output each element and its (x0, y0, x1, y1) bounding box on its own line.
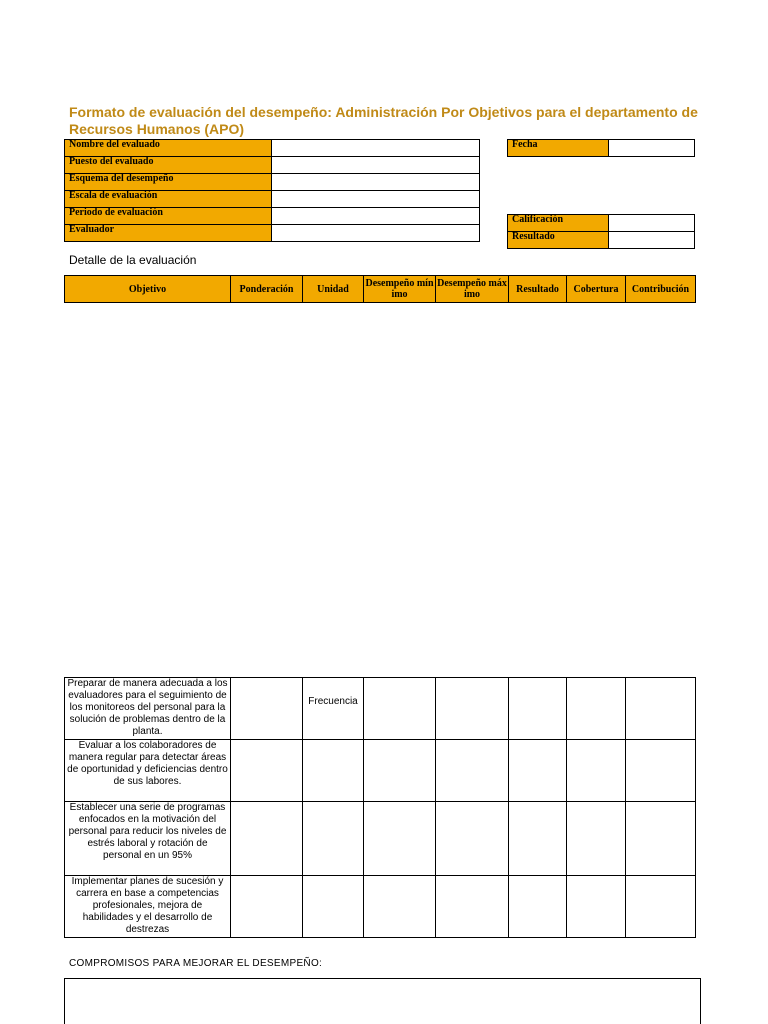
info-label: Fecha (508, 140, 609, 157)
table-row (65, 802, 696, 876)
resultado-field[interactable] (609, 232, 695, 249)
info-label: Periodo de evaluación (65, 208, 272, 225)
score-table (507, 214, 695, 249)
unidad-cell[interactable] (303, 740, 364, 802)
resultado-cell[interactable] (509, 678, 567, 740)
column-header: Desempeño mínimo (364, 276, 436, 303)
calificacion-field[interactable] (609, 215, 695, 232)
contribucion-cell[interactable] (626, 802, 696, 876)
info-label: Puesto del evaluado (65, 157, 272, 174)
objective-cell: Preparar de manera adecuada a los evaluadores para el seguimiento de los monitoreos del personal para la solución de problemas dentro de la planta. (65, 678, 231, 740)
info-row (65, 140, 480, 157)
desempeno-minimo-cell[interactable] (364, 740, 436, 802)
column-header: Resultado (509, 276, 567, 303)
unidad-cell[interactable] (303, 802, 364, 876)
table-row (65, 678, 696, 740)
cobertura-cell[interactable] (567, 876, 626, 938)
desempeno-minimo-cell[interactable] (364, 876, 436, 938)
ponderacion-cell[interactable] (231, 678, 303, 740)
desempeno-maximo-cell[interactable] (436, 678, 509, 740)
column-header: Contribución (626, 276, 696, 303)
info-row (65, 208, 480, 225)
desempeno-minimo-cell[interactable] (364, 802, 436, 876)
info-label: Resultado (508, 232, 609, 249)
table-row (65, 740, 696, 802)
evaluee-info-table (64, 139, 480, 242)
desempeno-maximo-cell[interactable] (436, 802, 509, 876)
column-header: Desempeño máximo (436, 276, 509, 303)
info-row (65, 174, 480, 191)
info-label: Evaluador (65, 225, 272, 242)
contribucion-cell[interactable] (626, 678, 696, 740)
column-header: Cobertura (567, 276, 626, 303)
contribucion-cell[interactable] (626, 876, 696, 938)
info-row (508, 232, 695, 249)
periodo-evaluacion-field[interactable] (271, 208, 479, 225)
info-row (508, 140, 695, 157)
objective-cell: Implementar planes de sucesión y carrera en base a competencias profesionales, mejora de habilidades y el desarrollo de destrezas (65, 876, 231, 938)
desempeno-maximo-cell[interactable] (436, 740, 509, 802)
ponderacion-cell[interactable] (231, 876, 303, 938)
column-header: Ponderación (231, 276, 303, 303)
column-header: Unidad (303, 276, 364, 303)
info-label: Escala de evaluación (65, 191, 272, 208)
resultado-cell[interactable] (509, 876, 567, 938)
desempeno-minimo-cell[interactable] (364, 678, 436, 740)
esquema-desempeno-field[interactable] (271, 174, 479, 191)
cobertura-cell[interactable] (567, 802, 626, 876)
info-row (65, 157, 480, 174)
info-label: Nombre del evaluado (65, 140, 272, 157)
info-row (65, 225, 480, 242)
puesto-evaluado-field[interactable] (271, 157, 479, 174)
ponderacion-cell[interactable] (231, 740, 303, 802)
objectives-table (64, 677, 696, 938)
objective-cell: Establecer una serie de programas enfocados en la motivación del personal para reducir los niveles de estrés laboral y rotación de personal en un 95% (65, 802, 231, 876)
commitments-heading: COMPROMISOS PARA MEJORAR EL DESEMPEÑO: (69, 958, 323, 969)
escala-evaluacion-field[interactable] (271, 191, 479, 208)
table-row (65, 876, 696, 938)
cobertura-cell[interactable] (567, 740, 626, 802)
unidad-cell[interactable] (303, 876, 364, 938)
info-row (508, 215, 695, 232)
header-row (65, 276, 696, 303)
evaluation-header-table (64, 275, 696, 303)
info-label: Calificación (508, 215, 609, 232)
date-table (507, 139, 695, 157)
fecha-field[interactable] (609, 140, 695, 157)
info-row (65, 191, 480, 208)
evaluador-field[interactable] (271, 225, 479, 242)
objective-cell: Evaluar a los colaboradores de manera regular para detectar áreas de oportunidad y deficiencias dentro de sus labores. (65, 740, 231, 802)
detail-heading: Detalle de la evaluación (69, 253, 197, 267)
resultado-cell[interactable] (509, 740, 567, 802)
column-header: Objetivo (65, 276, 231, 303)
ponderacion-cell[interactable] (231, 802, 303, 876)
nombre-evaluado-field[interactable] (271, 140, 479, 157)
unidad-cell: Frecuencia (303, 678, 364, 740)
info-label: Esquema del desempeño (65, 174, 272, 191)
contribucion-cell[interactable] (626, 740, 696, 802)
commitments-textbox[interactable] (64, 978, 701, 1024)
desempeno-maximo-cell[interactable] (436, 876, 509, 938)
resultado-cell[interactable] (509, 802, 567, 876)
form-title: Formato de evaluación del desempeño: Administración Por Objetivos para el departamento de Recursos Humanos (APO) (69, 104, 698, 137)
cobertura-cell[interactable] (567, 678, 626, 740)
